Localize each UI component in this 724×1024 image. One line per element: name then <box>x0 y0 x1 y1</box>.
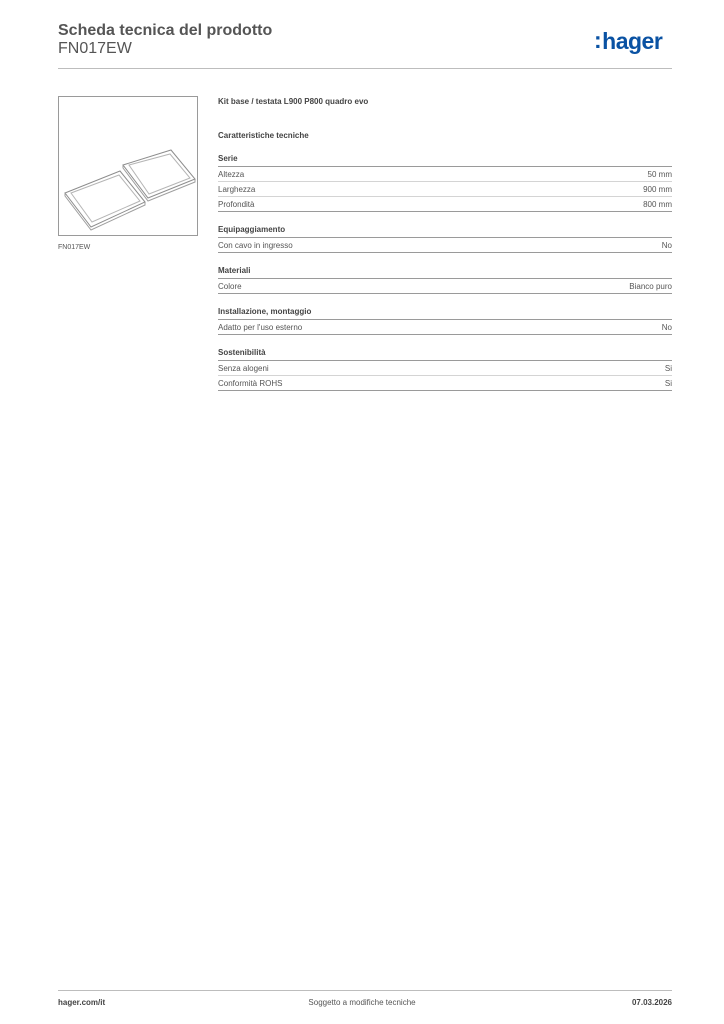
spec-row <box>218 167 672 182</box>
logo-wordmark: hager <box>602 28 663 54</box>
spec-label: Adatto per l'uso esterno <box>218 322 303 332</box>
spec-row <box>218 279 672 294</box>
product-image-frame <box>58 96 198 236</box>
spec-group-title: Equipaggiamento <box>218 225 672 238</box>
footer-disclaimer: Soggetto a modifiche tecniche <box>308 998 416 1007</box>
logo-colon-mark: : <box>594 27 602 53</box>
spec-row <box>218 361 672 376</box>
header-divider <box>58 68 672 69</box>
spec-label: Altezza <box>218 169 245 179</box>
footer-date: 07.03.2026 <box>631 998 672 1007</box>
spec-row <box>218 320 672 335</box>
product-name: Kit base / testata L900 P800 quadro evo <box>218 97 369 106</box>
hager-logo[interactable] <box>594 28 662 55</box>
spec-value: 900 mm <box>643 184 672 194</box>
spec-value: 50 mm <box>647 169 672 179</box>
spec-value: Si <box>664 363 672 373</box>
spec-row <box>218 238 672 253</box>
spec-group-title: Installazione, montaggio <box>218 307 672 320</box>
product-code: FN017EW <box>58 40 132 57</box>
spec-label: Conformità ROHS <box>218 378 283 388</box>
page-title: Scheda tecnica del prodotto <box>58 22 273 39</box>
specs-heading: Caratteristiche tecniche <box>218 131 309 140</box>
spec-group-equipaggiamento <box>218 225 672 253</box>
spec-sheet <box>218 97 672 391</box>
product-image-caption: FN017EW <box>58 244 91 251</box>
spec-label: Colore <box>218 281 242 291</box>
spec-value: No <box>661 240 672 250</box>
spec-group-sostenibilita <box>218 348 672 391</box>
spec-label: Larghezza <box>218 184 256 194</box>
spec-group-materiali <box>218 266 672 294</box>
spec-row <box>218 197 672 212</box>
spec-value: 800 mm <box>643 199 672 209</box>
spec-label: Con cavo in ingresso <box>218 240 293 250</box>
spec-group-serie <box>218 154 672 212</box>
spec-value: Bianco puro <box>629 281 672 291</box>
spec-value: Si <box>664 378 672 388</box>
spec-value: No <box>661 322 672 332</box>
footer-divider <box>58 990 672 991</box>
footer-website-link[interactable]: hager.com/it <box>58 998 106 1007</box>
spec-row <box>218 182 672 197</box>
spec-group-title: Materiali <box>218 266 672 279</box>
product-image-base-frames <box>59 97 199 237</box>
spec-row <box>218 376 672 391</box>
spec-group-title: Sostenibilità <box>218 348 672 361</box>
spec-group-title: Serie <box>218 154 672 167</box>
spec-label: Profondità <box>218 199 255 209</box>
spec-label: Senza alogeni <box>218 363 269 373</box>
spec-group-installazione <box>218 307 672 335</box>
